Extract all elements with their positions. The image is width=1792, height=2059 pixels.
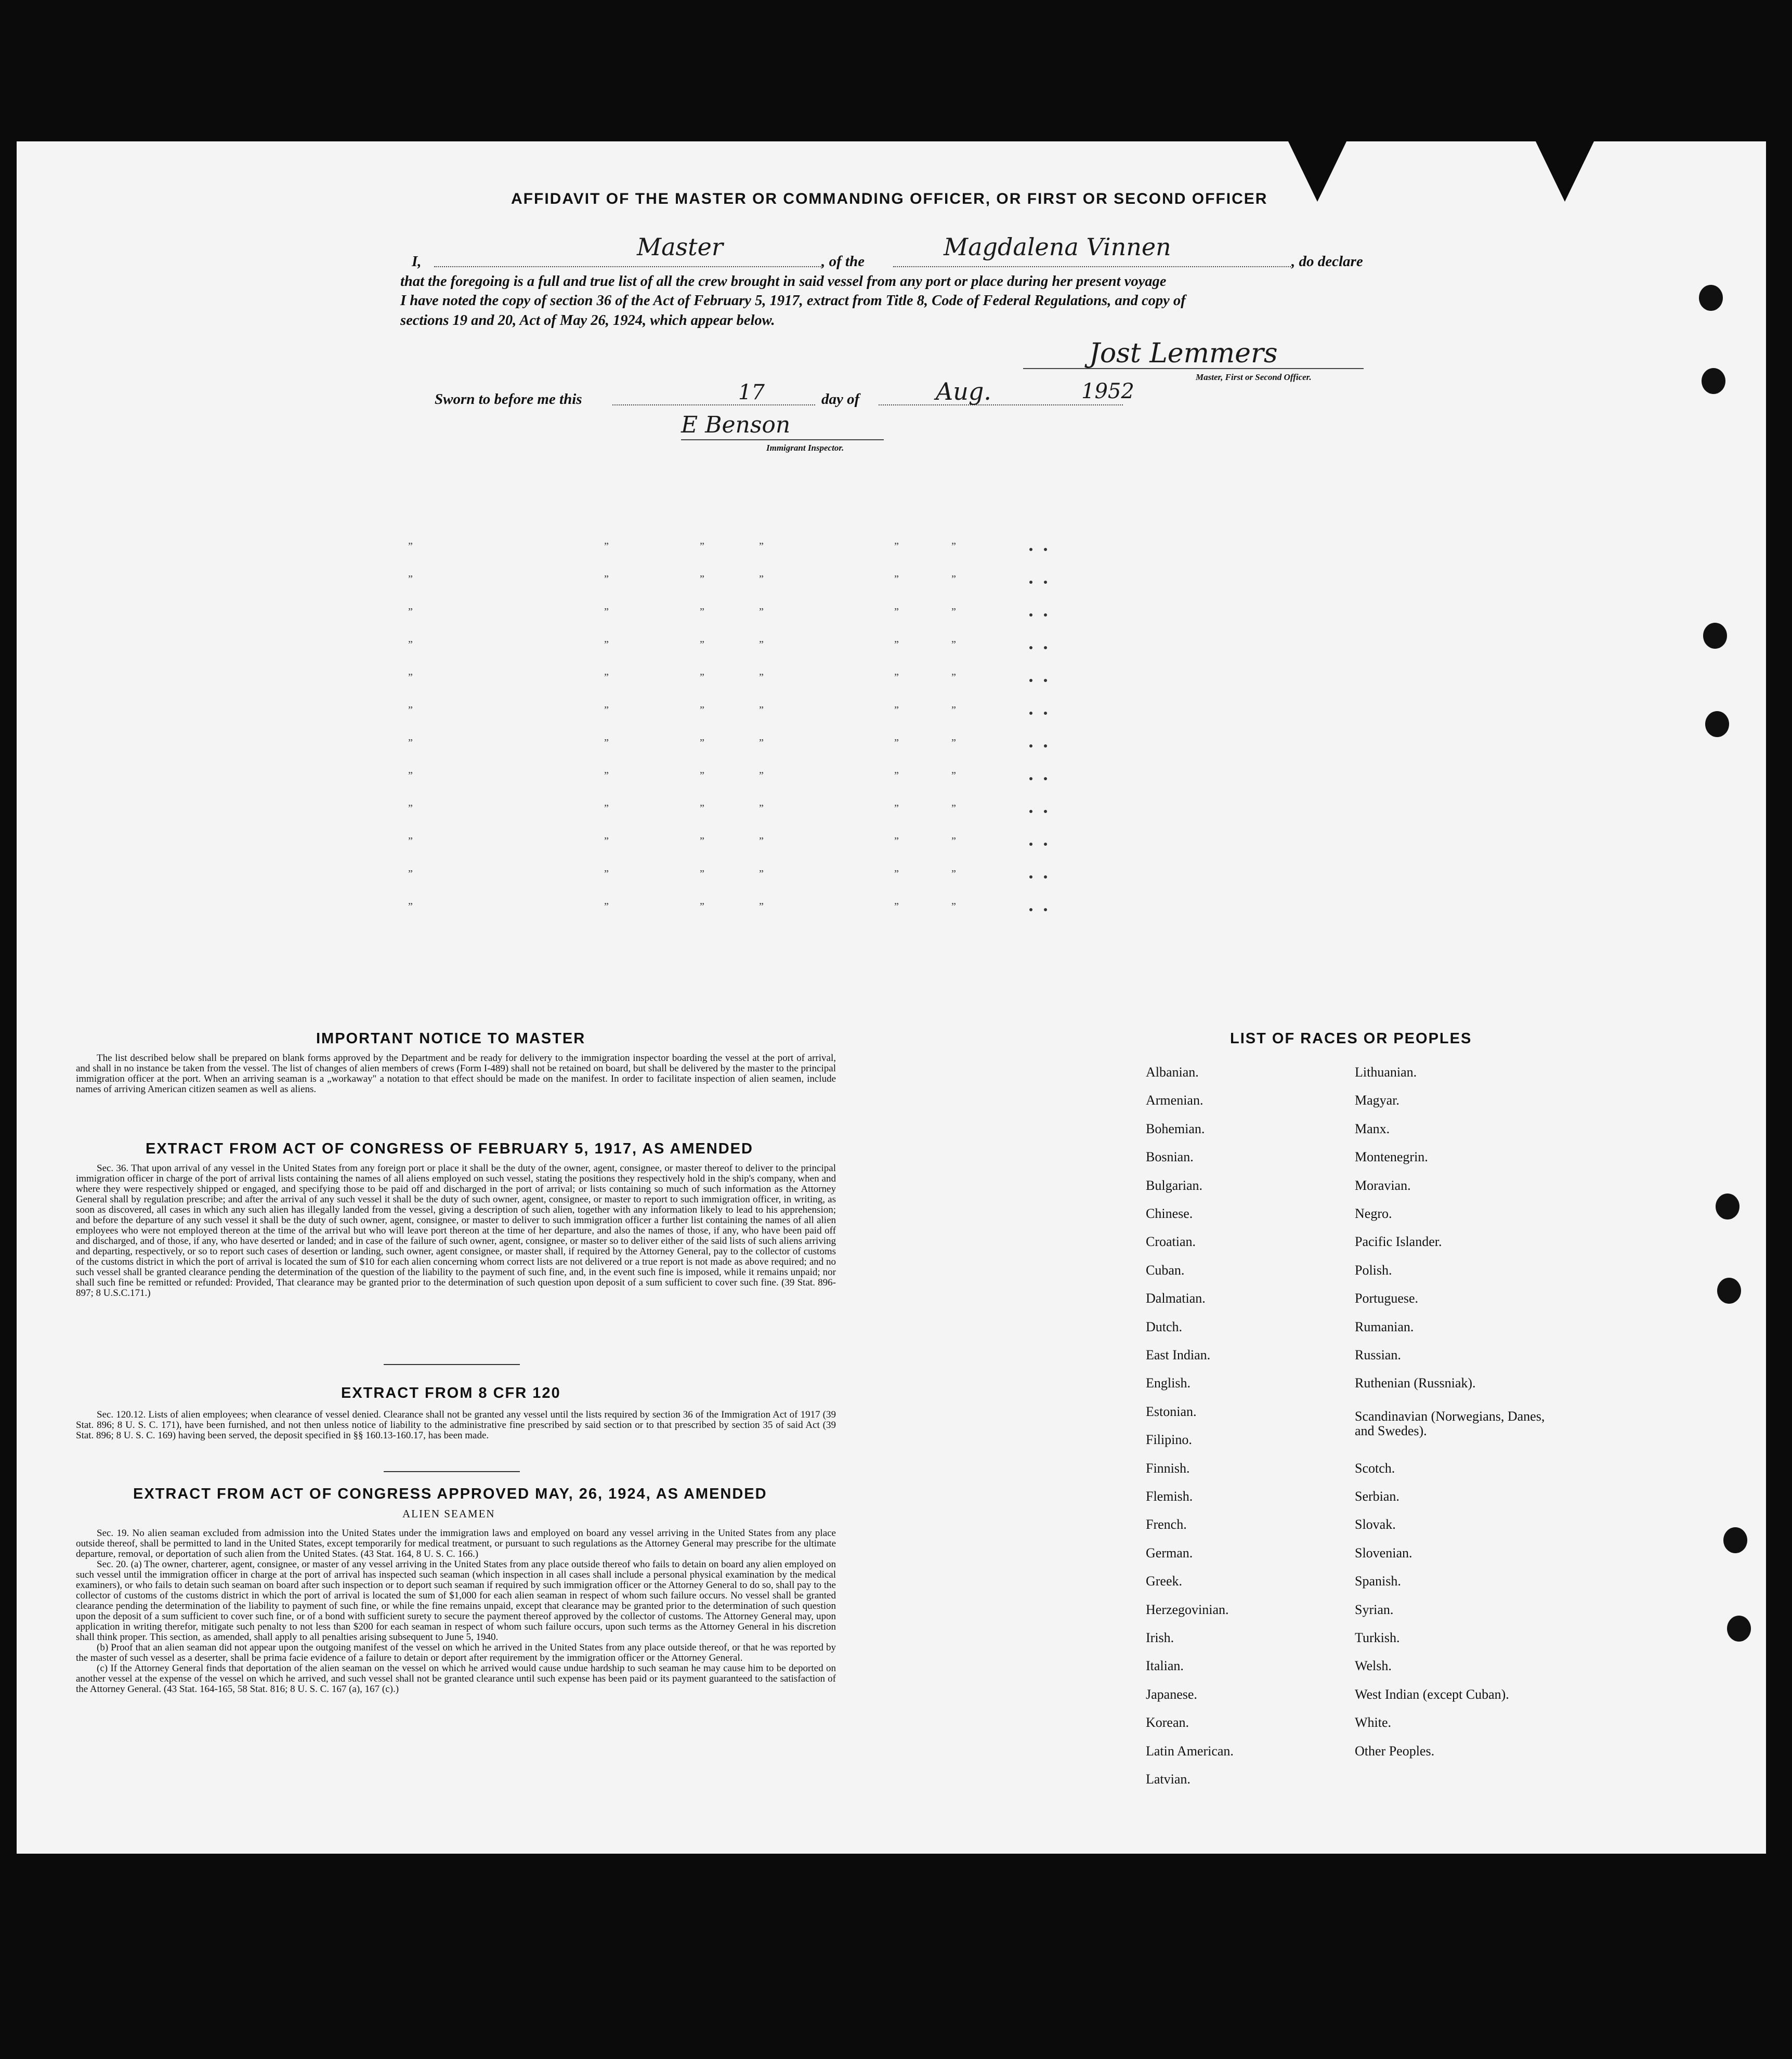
ditto-mark: ” bbox=[700, 803, 704, 814]
race-item: Ruthenian (Russniak). bbox=[1355, 1375, 1476, 1391]
race-item: Estonian. bbox=[1146, 1404, 1197, 1419]
ditto-mark: ” bbox=[951, 704, 956, 716]
ditto-mark: ” bbox=[700, 672, 704, 683]
officer-handwritten: Master bbox=[637, 233, 723, 261]
race-item: Welsh. bbox=[1355, 1658, 1392, 1674]
ditto-mark: ” bbox=[759, 639, 764, 650]
ditto-mark: ” bbox=[700, 770, 704, 781]
ditto-mark: ” bbox=[408, 573, 413, 585]
dot-mark bbox=[1044, 613, 1047, 617]
ditto-mark: ” bbox=[408, 737, 413, 749]
ditto-mark: ” bbox=[604, 704, 609, 716]
dot-mark bbox=[1044, 810, 1047, 813]
dot-mark bbox=[1029, 843, 1032, 846]
extract-1924-paragraph: (b) Proof that an alien seaman did not appear upon the outgoing manifest of the vessel on which he arrived in the United States from any place outside thereof, or that he was reported by the master of such vessel as a deserter, shall be prima facie evidence of a failure to detain or deport after requirement by the immigration officer or the Attorney General. bbox=[76, 1642, 836, 1663]
ditto-mark: ” bbox=[408, 639, 413, 650]
race-item: Scotch. bbox=[1355, 1460, 1395, 1476]
race-item: Bulgarian. bbox=[1146, 1177, 1203, 1193]
extract-1924-title: EXTRACT FROM ACT OF CONGRESS APPROVED MAY, 26, 1924, AS AMENDED bbox=[133, 1486, 767, 1502]
race-item: Croatian. bbox=[1146, 1234, 1196, 1250]
race-item: Spanish. bbox=[1355, 1573, 1401, 1589]
affidavit-title: AFFIDAVIT OF THE MASTER OR COMMANDING OFFICER, OR FIRST OR SECOND OFFICER bbox=[511, 190, 1268, 207]
dot-mark bbox=[1044, 843, 1047, 846]
extract-1917-title: EXTRACT FROM ACT OF CONGRESS OF FEBRUARY 5, 1917, AS AMENDED bbox=[146, 1140, 753, 1157]
ditto-mark: ” bbox=[408, 606, 413, 618]
vessel-handwritten: Magdalena Vinnen bbox=[944, 233, 1171, 261]
punch-hole bbox=[1699, 285, 1723, 311]
dot-mark bbox=[1029, 679, 1032, 682]
race-item: Japanese. bbox=[1146, 1686, 1197, 1702]
race-item: Portuguese. bbox=[1355, 1291, 1419, 1306]
extract-1924-paragraph: (c) If the Attorney General finds that deportation of the alien seaman on the vessel on which he arrived would cause undue hardship to such seaman he may cause him to be deported on another vessel at the expense of the vessel on which he arrived, and such vessel shall not be granted clearance until such expense has been paid or its payment guaranteed to the satisfaction of the Attorney General. (43 Stat. 164-165, 58 Stat. 816; 8 U. S. C. 167 (a), 167 (c).) bbox=[76, 1663, 836, 1695]
dot-mark bbox=[1044, 712, 1047, 715]
ditto-mark: ” bbox=[604, 901, 609, 912]
extract-1924-subtitle: ALIEN SEAMEN bbox=[402, 1507, 495, 1520]
section-divider bbox=[384, 1471, 520, 1472]
ditto-mark: ” bbox=[408, 901, 413, 912]
vessel-line bbox=[893, 266, 1291, 267]
race-item: Syrian. bbox=[1355, 1602, 1394, 1617]
dot-mark bbox=[1044, 908, 1047, 911]
ditto-mark: ” bbox=[604, 770, 609, 781]
punch-hole bbox=[1723, 1527, 1747, 1553]
ditto-mark: ” bbox=[700, 835, 704, 847]
race-item: English. bbox=[1146, 1375, 1191, 1391]
ditto-mark: ” bbox=[951, 541, 956, 552]
dot-mark bbox=[1029, 875, 1032, 878]
officer-line bbox=[434, 266, 821, 267]
punch-hole bbox=[1717, 1278, 1741, 1304]
notice-text bbox=[76, 1053, 836, 1095]
ditto-mark: ” bbox=[951, 770, 956, 781]
race-item: Armenian. bbox=[1146, 1093, 1204, 1108]
dot-mark bbox=[1044, 679, 1047, 682]
notice-paragraph: The list described below shall be prepared on blank forms approved by the Department and be ready for delivery to the immigration inspector boarding the vessel at the port of arrival, and shall in no instance be taken from the vessel. The list of changes of alien members of crews (Form I-489) shall not be retained on board, but shall be delivered by the master to the principal immigration officer at the port. When an arriving seaman is a „workaway" a notation to that effect should be made on the manifest. In order to facilitate inspection of alien seamen, include names of arriving American citizen seamen as well as aliens. bbox=[76, 1053, 836, 1095]
race-item: Irish. bbox=[1146, 1630, 1174, 1645]
extract-1924-paragraph: Sec. 19. No alien seaman excluded from admission into the United States under the immigration laws and employed on board any vessel arriving in the United States from any place outside thereof, shall be permitted to land in the United States, except temporarily for medical treatment, or pursuant to such regulations as the Attorney General may prescribe for the ultimate departure, removal, or deportation of such alien from the United States. (43 Stat. 164, 8 U. S. C. 166.) bbox=[76, 1528, 836, 1559]
ditto-mark: ” bbox=[604, 672, 609, 683]
race-item: Latvian. bbox=[1146, 1772, 1191, 1787]
extract-1917-paragraph: Sec. 36. That upon arrival of any vessel in the United States from any foreign port or place it shall be the duty of the owner, agent, consignee, or master thereof to deliver to the principal immigration officer in charge of the port of arrival lists containing the names of all aliens employed on such vessel, stating the positions they respectively hold in the ship's company, when and where they were respectively shipped or engaged, and specifying those to be paid off and discharged in the port of arrival; or lists containing so much of such information as the Attorney General shall by regulation prescribe; and after the arrival of any such vessel it shall be the duty of such owner, agent, consignee, or master to report to such immigration officer, in writing, as soon as discovered, all cases in which any such alien has illegally landed from the vessel, giving a description of such alien, together with any information likely to lead to his apprehension; and before the departure of any such vessel it shall be the duty of such owner, agent, consignee, or master to deliver to such immigration officer a further list containing the names of all alien employees who were not employed thereon at the time of the arrival but who will leave port thereon at the time of her departure, and also the names of those, if any, who have been paid off and discharged, and of those, if any, who have deserted or landed; and in case of the failure of such owner, agent, consignee, or master so to deliver either of the said lists of such aliens arriving and departing, respectively, or so to report such cases of desertion or landing, such owner, agent consignee, or master shall, if required by the Attorney General, pay to the collector of customs of the customs district in which the port of arrival is located the sum of $10 for each alien concerning whom correct lists are not delivered or a true report is not made as above required; and no such vessel shall be granted clearance pending the determination of the question of the liability to the payment of such fine, and, in the event such fine is imposed, while it remains unpaid; nor shall such fine be remitted or refunded: Provided, That clearance may be granted prior to the determination of such question upon deposit of a sum sufficient to cover such fine. (39 Stat. 896-897; 8 U.S.C.171.) bbox=[76, 1163, 836, 1299]
ditto-mark: ” bbox=[894, 868, 899, 880]
race-item: Montenegrin. bbox=[1355, 1149, 1428, 1165]
dot-mark bbox=[1029, 777, 1032, 780]
race-item: Moravian. bbox=[1355, 1177, 1411, 1193]
punch-hole bbox=[1703, 623, 1727, 649]
ditto-mark: ” bbox=[604, 573, 609, 585]
race-item: Lithuanian. bbox=[1355, 1065, 1417, 1080]
race-item: Italian. bbox=[1146, 1658, 1184, 1674]
ditto-mark: ” bbox=[759, 835, 764, 847]
ditto-mark: ” bbox=[759, 770, 764, 781]
ditto-mark: ” bbox=[408, 541, 413, 552]
ditto-mark: ” bbox=[759, 704, 764, 716]
dot-mark bbox=[1044, 548, 1047, 551]
ditto-mark: ” bbox=[408, 704, 413, 716]
ditto-mark: ” bbox=[951, 868, 956, 880]
punch-hole bbox=[1702, 368, 1725, 394]
race-item: Korean. bbox=[1146, 1715, 1189, 1730]
ditto-mark: ” bbox=[604, 737, 609, 749]
dot-mark bbox=[1029, 646, 1032, 649]
affidavit-line-3: sections 19 and 20, Act of May 26, 1924, which appear below. bbox=[400, 312, 775, 329]
ditto-mark: ” bbox=[700, 868, 704, 880]
race-item: East Indian. bbox=[1146, 1347, 1211, 1362]
do-declare-label: , do declare bbox=[1291, 253, 1363, 270]
month-handwritten: Aug. bbox=[936, 377, 991, 405]
race-item: Greek. bbox=[1146, 1573, 1183, 1589]
master-caption: Master, First or Second Officer. bbox=[1196, 372, 1312, 382]
ditto-mark: ” bbox=[894, 803, 899, 814]
race-item: Filipino. bbox=[1146, 1432, 1192, 1448]
sworn-label: Sworn to before me this bbox=[435, 391, 582, 408]
dot-mark bbox=[1044, 744, 1047, 747]
year-handwritten: 1952 bbox=[1081, 379, 1134, 403]
ditto-mark: ” bbox=[604, 639, 609, 650]
ditto-mark: ” bbox=[951, 639, 956, 650]
ditto-mark: ” bbox=[759, 803, 764, 814]
cfr-text bbox=[76, 1410, 836, 1441]
ditto-mark: ” bbox=[700, 606, 704, 618]
inspector-caption: Immigrant Inspector. bbox=[766, 443, 844, 453]
dot-mark bbox=[1029, 744, 1032, 747]
race-item: Scandinavian (Norwegians, Danes, and Swedes). bbox=[1355, 1408, 1545, 1438]
affidavit-pronoun: I, bbox=[412, 253, 422, 270]
ditto-mark: ” bbox=[951, 803, 956, 814]
race-item: German. bbox=[1146, 1545, 1193, 1560]
cfr-title: EXTRACT FROM 8 CFR 120 bbox=[341, 1385, 561, 1401]
race-item: Polish. bbox=[1355, 1262, 1392, 1278]
notice-title: IMPORTANT NOTICE TO MASTER bbox=[316, 1030, 586, 1047]
ditto-mark: ” bbox=[951, 737, 956, 749]
race-item: Albanian. bbox=[1146, 1065, 1199, 1080]
ditto-mark: ” bbox=[951, 672, 956, 683]
ditto-mark: ” bbox=[894, 704, 899, 716]
ditto-mark: ” bbox=[408, 672, 413, 683]
race-item: Manx. bbox=[1355, 1121, 1390, 1136]
inspector-signature: E Benson bbox=[681, 412, 791, 438]
ditto-mark: ” bbox=[700, 704, 704, 716]
ditto-mark: ” bbox=[894, 901, 899, 912]
dot-mark bbox=[1044, 581, 1047, 584]
race-item: Bohemian. bbox=[1146, 1121, 1205, 1136]
ditto-mark: ” bbox=[408, 868, 413, 880]
race-item: Chinese. bbox=[1146, 1206, 1193, 1221]
ditto-mark: ” bbox=[604, 541, 609, 552]
cfr-paragraph: Sec. 120.12. Lists of alien employees; when clearance of vessel denied. Clearance shall not be granted any vessel until the lists required by section 36 of the Immigration Act of 1917 (39 Stat. 896; 8 U. S. C. 171), have been furnished, and not then unless notice of liability to the administrative fine prescribed by said section or to that prescribed by section 35 of said Act (39 Stat. 896; 8 U. S. C. 169) having been served, the deposit specified in §§ 160.13-160.17, has been made. bbox=[76, 1409, 836, 1441]
dot-mark bbox=[1029, 613, 1032, 617]
race-item: Finnish. bbox=[1146, 1460, 1190, 1476]
race-item: Herzegovinian. bbox=[1146, 1602, 1229, 1617]
affidavit-line-2: I have noted the copy of section 36 of the Act of February 5, 1917, extract from Title 8, Code of Federal Regulations, and copy of bbox=[400, 293, 1186, 309]
race-item: Russian. bbox=[1355, 1347, 1401, 1362]
race-item: Rumanian. bbox=[1355, 1319, 1414, 1334]
race-item: White. bbox=[1355, 1715, 1392, 1730]
ditto-mark: ” bbox=[604, 868, 609, 880]
month-line bbox=[879, 404, 1123, 405]
race-item: Turkish. bbox=[1355, 1630, 1400, 1645]
ditto-mark: ” bbox=[894, 639, 899, 650]
race-item: Pacific Islander. bbox=[1355, 1234, 1442, 1250]
dot-mark bbox=[1029, 581, 1032, 584]
ditto-mark: ” bbox=[951, 573, 956, 585]
race-item: Flemish. bbox=[1146, 1489, 1193, 1504]
ditto-mark: ” bbox=[894, 770, 899, 781]
dot-mark bbox=[1044, 777, 1047, 780]
race-item: West Indian (except Cuban). bbox=[1355, 1686, 1509, 1702]
ditto-mark: ” bbox=[759, 541, 764, 552]
race-item: Cuban. bbox=[1146, 1262, 1185, 1278]
dot-mark bbox=[1029, 908, 1032, 911]
race-item: Slovak. bbox=[1355, 1517, 1396, 1532]
ditto-mark: ” bbox=[759, 901, 764, 912]
ditto-mark: ” bbox=[951, 835, 956, 847]
page-notch-right bbox=[1535, 139, 1595, 202]
dot-mark bbox=[1029, 810, 1032, 813]
race-item: Dutch. bbox=[1146, 1319, 1183, 1334]
ditto-mark: ” bbox=[894, 835, 899, 847]
day-of-label: day of bbox=[821, 391, 860, 408]
day-handwritten: 17 bbox=[738, 381, 765, 404]
ditto-mark: ” bbox=[894, 737, 899, 749]
race-item: Other Peoples. bbox=[1355, 1743, 1435, 1759]
race-item: Dalmatian. bbox=[1146, 1291, 1206, 1306]
race-item: Latin American. bbox=[1146, 1743, 1234, 1759]
ditto-mark: ” bbox=[408, 803, 413, 814]
ditto-mark: ” bbox=[700, 737, 704, 749]
race-item: Magyar. bbox=[1355, 1093, 1399, 1108]
ditto-mark: ” bbox=[894, 606, 899, 618]
of-the-label: , of the bbox=[821, 253, 865, 270]
race-item: Slovenian. bbox=[1355, 1545, 1412, 1560]
race-item: Serbian. bbox=[1355, 1489, 1399, 1504]
section-divider bbox=[384, 1364, 520, 1365]
ditto-mark: ” bbox=[700, 901, 704, 912]
punch-hole bbox=[1727, 1616, 1751, 1642]
dot-mark bbox=[1029, 548, 1032, 551]
race-item: Bosnian. bbox=[1146, 1149, 1194, 1165]
ditto-mark: ” bbox=[951, 901, 956, 912]
affidavit-line-1: that the foregoing is a full and true list of all the crew brought in said vessel from any port or place during her present voyage bbox=[400, 273, 1167, 290]
extract-1917-text bbox=[76, 1163, 836, 1299]
ditto-mark: ” bbox=[759, 606, 764, 618]
extract-1924-paragraph: Sec. 20. (a) The owner, charterer, agent, consignee, or master of any vessel arriving in the United States from any place outside thereof who fails to detain on board any alien employed on such vessel until the immigration officer in charge at the port of arrival has inspected such seaman (which inspection in all cases shall include a personal physical examination by the medical examiners), or who fails to detain such seaman on board after such inspection or to deport such seaman if required by such immigration officer or the Attorney General to do so, shall pay to the collector of customs of the customs district in which the port of arrival is located the sum of $1,000 for each alien seaman in respect of whom such failure occurs. No vessel shall be granted clearance pending the determination of the liability to payment of such fine, or while the fine remains unpaid, except that clearance may be granted prior to the determination of such question upon the deposit of a sum sufficient to cover such fine, or of a bond with sufficient surety to secure the payment thereof approved by the collector of customs. The Attorney General may, upon application in writing therefor, mitigate such penalty to not less than $200 for each seaman in respect of whom such failure occurs, upon such terms as the Attorney General in his discretion shall think proper. This section, as amended, shall apply to all penalties arising subsequent to June 5, 1940. bbox=[76, 1559, 836, 1643]
ditto-mark: ” bbox=[604, 606, 609, 618]
punch-hole bbox=[1705, 711, 1729, 737]
ditto-mark: ” bbox=[759, 573, 764, 585]
ditto-mark: ” bbox=[951, 606, 956, 618]
page-notch-left bbox=[1287, 139, 1348, 202]
ditto-mark: ” bbox=[700, 541, 704, 552]
dot-mark bbox=[1029, 712, 1032, 715]
races-title: LIST OF RACES OR PEOPLES bbox=[1230, 1030, 1472, 1047]
inspector-signature-line bbox=[681, 439, 884, 440]
ditto-mark: ” bbox=[759, 868, 764, 880]
ditto-mark: ” bbox=[700, 573, 704, 585]
ditto-mark: ” bbox=[408, 770, 413, 781]
ditto-mark: ” bbox=[408, 835, 413, 847]
ditto-mark: ” bbox=[604, 803, 609, 814]
ditto-mark: ” bbox=[894, 672, 899, 683]
ditto-mark: ” bbox=[894, 573, 899, 585]
dot-mark bbox=[1044, 875, 1047, 878]
race-item: Negro. bbox=[1355, 1206, 1392, 1221]
ditto-mark: ” bbox=[759, 672, 764, 683]
master-signature: Jost Lemmers bbox=[1089, 338, 1278, 369]
ditto-mark: ” bbox=[894, 541, 899, 552]
ditto-mark: ” bbox=[604, 835, 609, 847]
race-item: French. bbox=[1146, 1517, 1187, 1532]
extract-1924-text bbox=[76, 1528, 836, 1695]
ditto-mark: ” bbox=[759, 737, 764, 749]
punch-hole bbox=[1716, 1194, 1739, 1219]
dot-mark bbox=[1044, 646, 1047, 649]
day-line bbox=[612, 404, 815, 405]
ditto-mark: ” bbox=[700, 639, 704, 650]
